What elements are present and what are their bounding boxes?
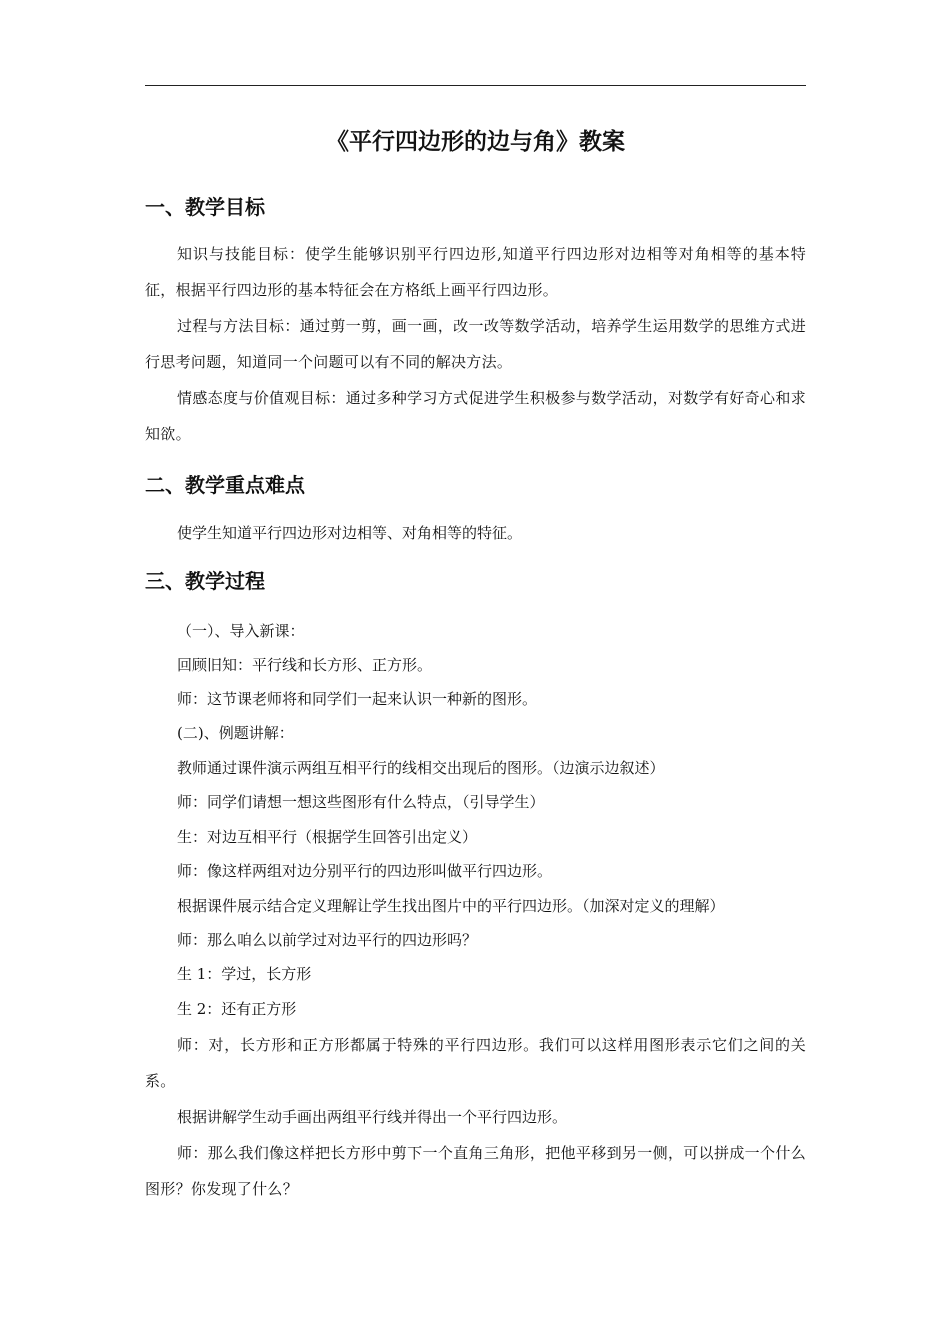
section-heading-process: 三、教学过程: [145, 569, 265, 593]
process-draw-line: 根据讲解学生动手画出两组平行线并得出一个平行四边形。: [177, 1108, 568, 1126]
keypoints-paragraph: 使学生知道平行四边形对边相等、对角相等的特征。: [177, 524, 523, 542]
process-line: 生 2：还有正方形: [177, 1000, 297, 1018]
section-heading-keypoints: 二、教学重点难点: [145, 473, 305, 497]
goal-process-paragraph: 过程与方法目标：通过剪一剪，画一画，改一改等数学活动，培养学生运用数学的思维方式进行思考问题，知道同一个问题可以有不同的解决方法。: [145, 317, 806, 371]
process-line: 师：这节课老师将和同学们一起来认识一种新的图形。: [177, 690, 538, 708]
process-line: 生 1：学过，长方形: [177, 965, 312, 983]
process-line: （一）、导入新课：: [177, 622, 305, 640]
goal-attitude-paragraph: 情感态度与价值观目标：通过多种学习方式促进学生积极参与数学活动，对数学有好奇心和求知欲。: [145, 389, 806, 443]
process-relation-paragraph: 师：对，长方形和正方形都属于特殊的平行四边形。我们可以这样用图形表示它们之间的关系。: [145, 1036, 806, 1090]
process-line: 师：像这样两组对边分别平行的四边形叫做平行四边形。: [177, 862, 553, 880]
process-line: 根据课件展示结合定义理解让学生找出图片中的平行四边形。（加深对定义的理解）: [177, 897, 725, 915]
goal-knowledge-paragraph: 知识与技能目标：使学生能够识别平行四边形,知道平行四边形对边相等对角相等的基本特征，根据平行四边形的基本特征会在方格纸上画平行四边形。: [145, 245, 806, 299]
process-line: 教师通过课件演示两组互相平行的线相交出现后的图形。（边演示边叙述）: [177, 759, 665, 777]
process-line: 生：对边互相平行（根据学生回答引出定义）: [177, 828, 478, 846]
process-line: 回顾旧知：平行线和长方形、正方形。: [177, 656, 433, 674]
process-line: (二)、例题讲解：: [177, 724, 294, 742]
document-title: 《平行四边形的边与角》教案: [326, 129, 625, 155]
section-heading-goals: 一、教学目标: [145, 195, 265, 219]
process-line: 师：同学们请想一想这些图形有什么特点，（引导学生）: [177, 793, 545, 811]
process-cut-paragraph: 师：那么我们像这样把长方形中剪下一个直角三角形，把他平移到另一侧，可以拼成一个什么图形？你发现了什么？: [145, 1144, 806, 1198]
process-line: 师：那么咱么以前学过对边平行的四边形吗？: [177, 931, 478, 949]
header-rule: [145, 85, 806, 86]
